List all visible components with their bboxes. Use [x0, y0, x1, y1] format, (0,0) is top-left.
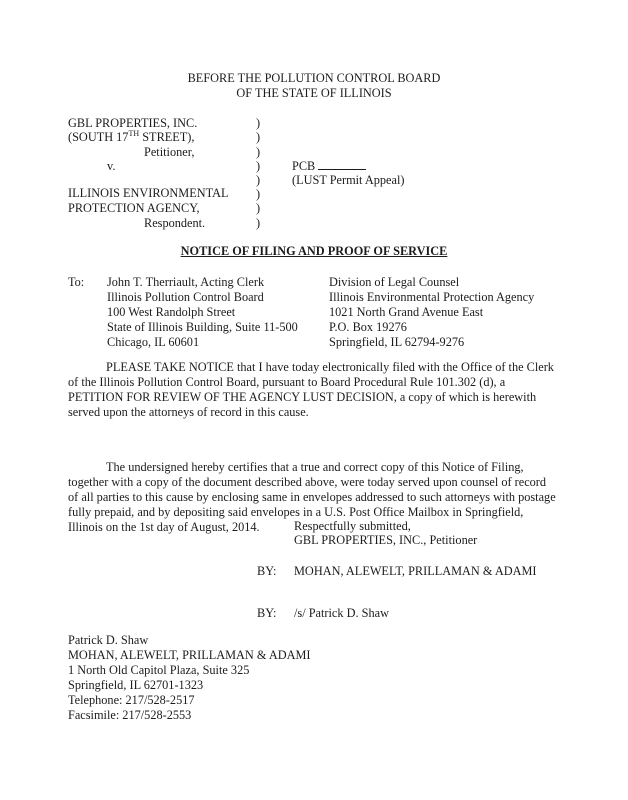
petitioner-name: GBL PROPERTIES, INC.	[68, 116, 198, 130]
to-label: To:	[68, 275, 85, 289]
by-label: BY:	[257, 606, 277, 620]
certification-paragraph: The undersigned hereby certifies that a true and correct copy of this Notice of Filing, together with a copy of the document described above, were today served upon counsel of record of all parties to this cause by enclosing same in envelopes addressed to such attorneys with postage fully prepaid, and by depositing said envelopes in a U.S. Post Office Mailbox in Springfield, Illinois on the 1st day of August, 2014.	[68, 460, 556, 534]
recipient-line: Illinois Environmental Protection Agency	[329, 290, 535, 304]
recipient-clerk	[107, 275, 298, 350]
recipient-line: P.O. Box 19276	[329, 320, 407, 334]
closing: Respectfully submitted,	[294, 519, 411, 533]
case-type: (LUST Permit Appeal)	[292, 173, 405, 187]
caption-paren: )	[256, 187, 261, 201]
petitioner-role: Petitioner,	[144, 145, 195, 159]
petitioner-street: (SOUTH 17TH STREET),	[68, 128, 195, 144]
respondent-name-line2: PROTECTION AGENCY,	[68, 201, 200, 215]
state-heading: OF THE STATE OF ILLINOIS	[236, 86, 392, 100]
attorney-contact	[68, 633, 311, 723]
respondent-name-line1: ILLINOIS ENVIRONMENTAL	[68, 186, 229, 200]
recipient-line: 1021 North Grand Avenue East	[329, 305, 484, 319]
caption-paren: )	[256, 130, 261, 144]
recipient-line: Springfield, IL 62794-9276	[329, 335, 465, 349]
versus: v.	[107, 159, 116, 173]
recipient-line: Illinois Pollution Control Board	[107, 290, 264, 304]
notice-paragraph: PLEASE TAKE NOTICE that I have today electronically filed with the Office of the Clerk of the Illinois Pollution Control Board, pursuant to Board Procedural Rule 101.302 (d), a PETITION FOR REVIEW OF THE AGENCY LUST DECISION, a copy of which is herewith served upon the attorneys of record in this cause.	[68, 360, 554, 419]
board-heading: BEFORE THE POLLUTION CONTROL BOARD	[187, 71, 441, 85]
recipient-line: John T. Therriault, Acting Clerk	[107, 275, 265, 289]
attorney-firm: MOHAN, ALEWELT, PRILLAMAN & ADAMI	[68, 648, 311, 662]
electronic-signature: /s/ Patrick D. Shaw	[294, 606, 389, 620]
respondent-role: Respondent.	[144, 216, 206, 230]
firm-name: MOHAN, ALEWELT, PRILLAMAN & ADAMI	[294, 564, 537, 578]
attorney-city: Springfield, IL 62701-1323	[68, 678, 204, 692]
attorney-telephone: Telephone: 217/528-2517	[68, 693, 195, 707]
caption-paren: )	[256, 173, 261, 187]
by-label: BY:	[257, 564, 277, 578]
caption-paren: )	[256, 216, 261, 230]
recipient-line: State of Illinois Building, Suite 11-500	[107, 320, 298, 334]
notice-title: NOTICE OF FILING AND PROOF OF SERVICE	[180, 244, 448, 258]
recipient-line: Division of Legal Counsel	[329, 275, 460, 289]
attorney-address: 1 North Old Capitol Plaza, Suite 325	[68, 663, 250, 677]
recipient-line: Chicago, IL 60601	[107, 335, 200, 349]
caption-paren: )	[256, 145, 261, 159]
caption-paren: )	[256, 201, 261, 215]
case-number: PCB	[292, 159, 366, 174]
caption-paren: )	[256, 116, 261, 130]
caption-paren: )	[256, 159, 261, 173]
attorney-name: Patrick D. Shaw	[68, 633, 149, 647]
signing-party: GBL PROPERTIES, INC., Petitioner	[294, 533, 478, 547]
recipient-line: 100 West Randolph Street	[107, 305, 236, 319]
case-number-blank	[318, 159, 366, 170]
recipient-legal-counsel	[329, 275, 534, 350]
attorney-facsimile: Facsimile: 217/528-2553	[68, 708, 192, 722]
